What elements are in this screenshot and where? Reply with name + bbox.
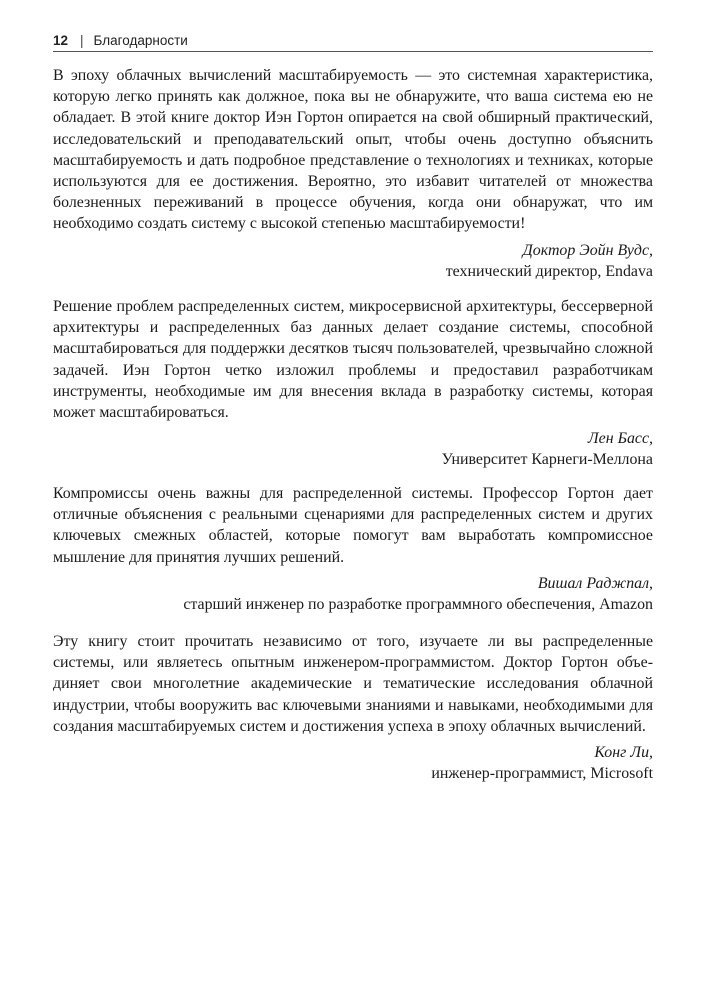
testimonial-attribution (53, 240, 653, 282)
testimonial-attribution (53, 428, 653, 470)
testimonial-text: В эпоху облачных вычислений масштабируемость — это системная характеристика, которую легко принять как должное, пока вы не обнаружите, что ваша система ею не обладает. В этой книге доктор Иэн Гортон опирается на свой обширный практический, исследовательский и преподавательский опыт, чтобы очень доступно объяснить масштабируемость и дать подробное представление о технологиях и техниках, которые используются для ее достижения. Вероятно, это избавит читателей от множества болезненных переживаний в процессе обучения, когда они обнаружат, что им необходимо создать систему с высокой степенью масштабируемости! (53, 67, 653, 233)
testimonial-author: Вишал Раджпал, (537, 574, 653, 592)
section-title: Благодарности (93, 33, 188, 48)
testimonial-text: Компромиссы очень важны для распределенной системы. Профессор Гортон дает отличные объяснения с реальными сценариями для распределенных систем и других ключевых смежных областей, которые помогут вам выработать компромиссное мышление для принятия лучших решений. (53, 485, 653, 566)
page-number: 12 (53, 33, 69, 48)
testimonial (53, 296, 653, 471)
testimonial-role: инженер-программист, Microsoft (431, 765, 653, 783)
testimonial-attribution (53, 573, 653, 615)
testimonial-text: Решение проблем распределенных систем, микросервисной архитектуры, бессерверной архитектуры и распределенных баз данных делает создание системы, способной масштабироваться для поддержки десятков тысяч пользователей, чрезвычайно сложной задачей. Иэн Гортон четко изложил проблемы и предоставил разработчикам инструменты, необходимые им для внесения вклада в разработку системы, которая может масштабироваться. (53, 298, 653, 422)
testimonial-text: Эту книгу стоит прочитать независимо от того, изучаете ли вы распределенные системы, или являетесь опытным инженером-программистом. Доктор Гортон объединяет свои многолетние академические и тематические исследования облачной индустрии, чтобы вооружить вас ключевыми знаниями и навыками, необходимыми для создания масштабируемых систем и достижения успеха в эпоху облачных вычислений. (53, 633, 653, 735)
header-separator: | (80, 33, 84, 48)
testimonial-role: старший инженер по разработке программного обеспечения, Amazon (183, 596, 653, 614)
testimonial (53, 631, 653, 784)
testimonial-author: Лен Басс, (587, 430, 653, 448)
testimonial-author: Конг Ли, (594, 744, 653, 762)
testimonial (53, 483, 653, 615)
testimonial-role: Университет Карнеги-Меллона (441, 451, 653, 469)
testimonial-author: Доктор Эойн Вудс, (522, 241, 653, 259)
testimonial-role: технический директор, Endava (445, 262, 653, 280)
testimonial (53, 65, 653, 282)
running-header (53, 33, 653, 52)
testimonial-attribution (53, 742, 653, 784)
